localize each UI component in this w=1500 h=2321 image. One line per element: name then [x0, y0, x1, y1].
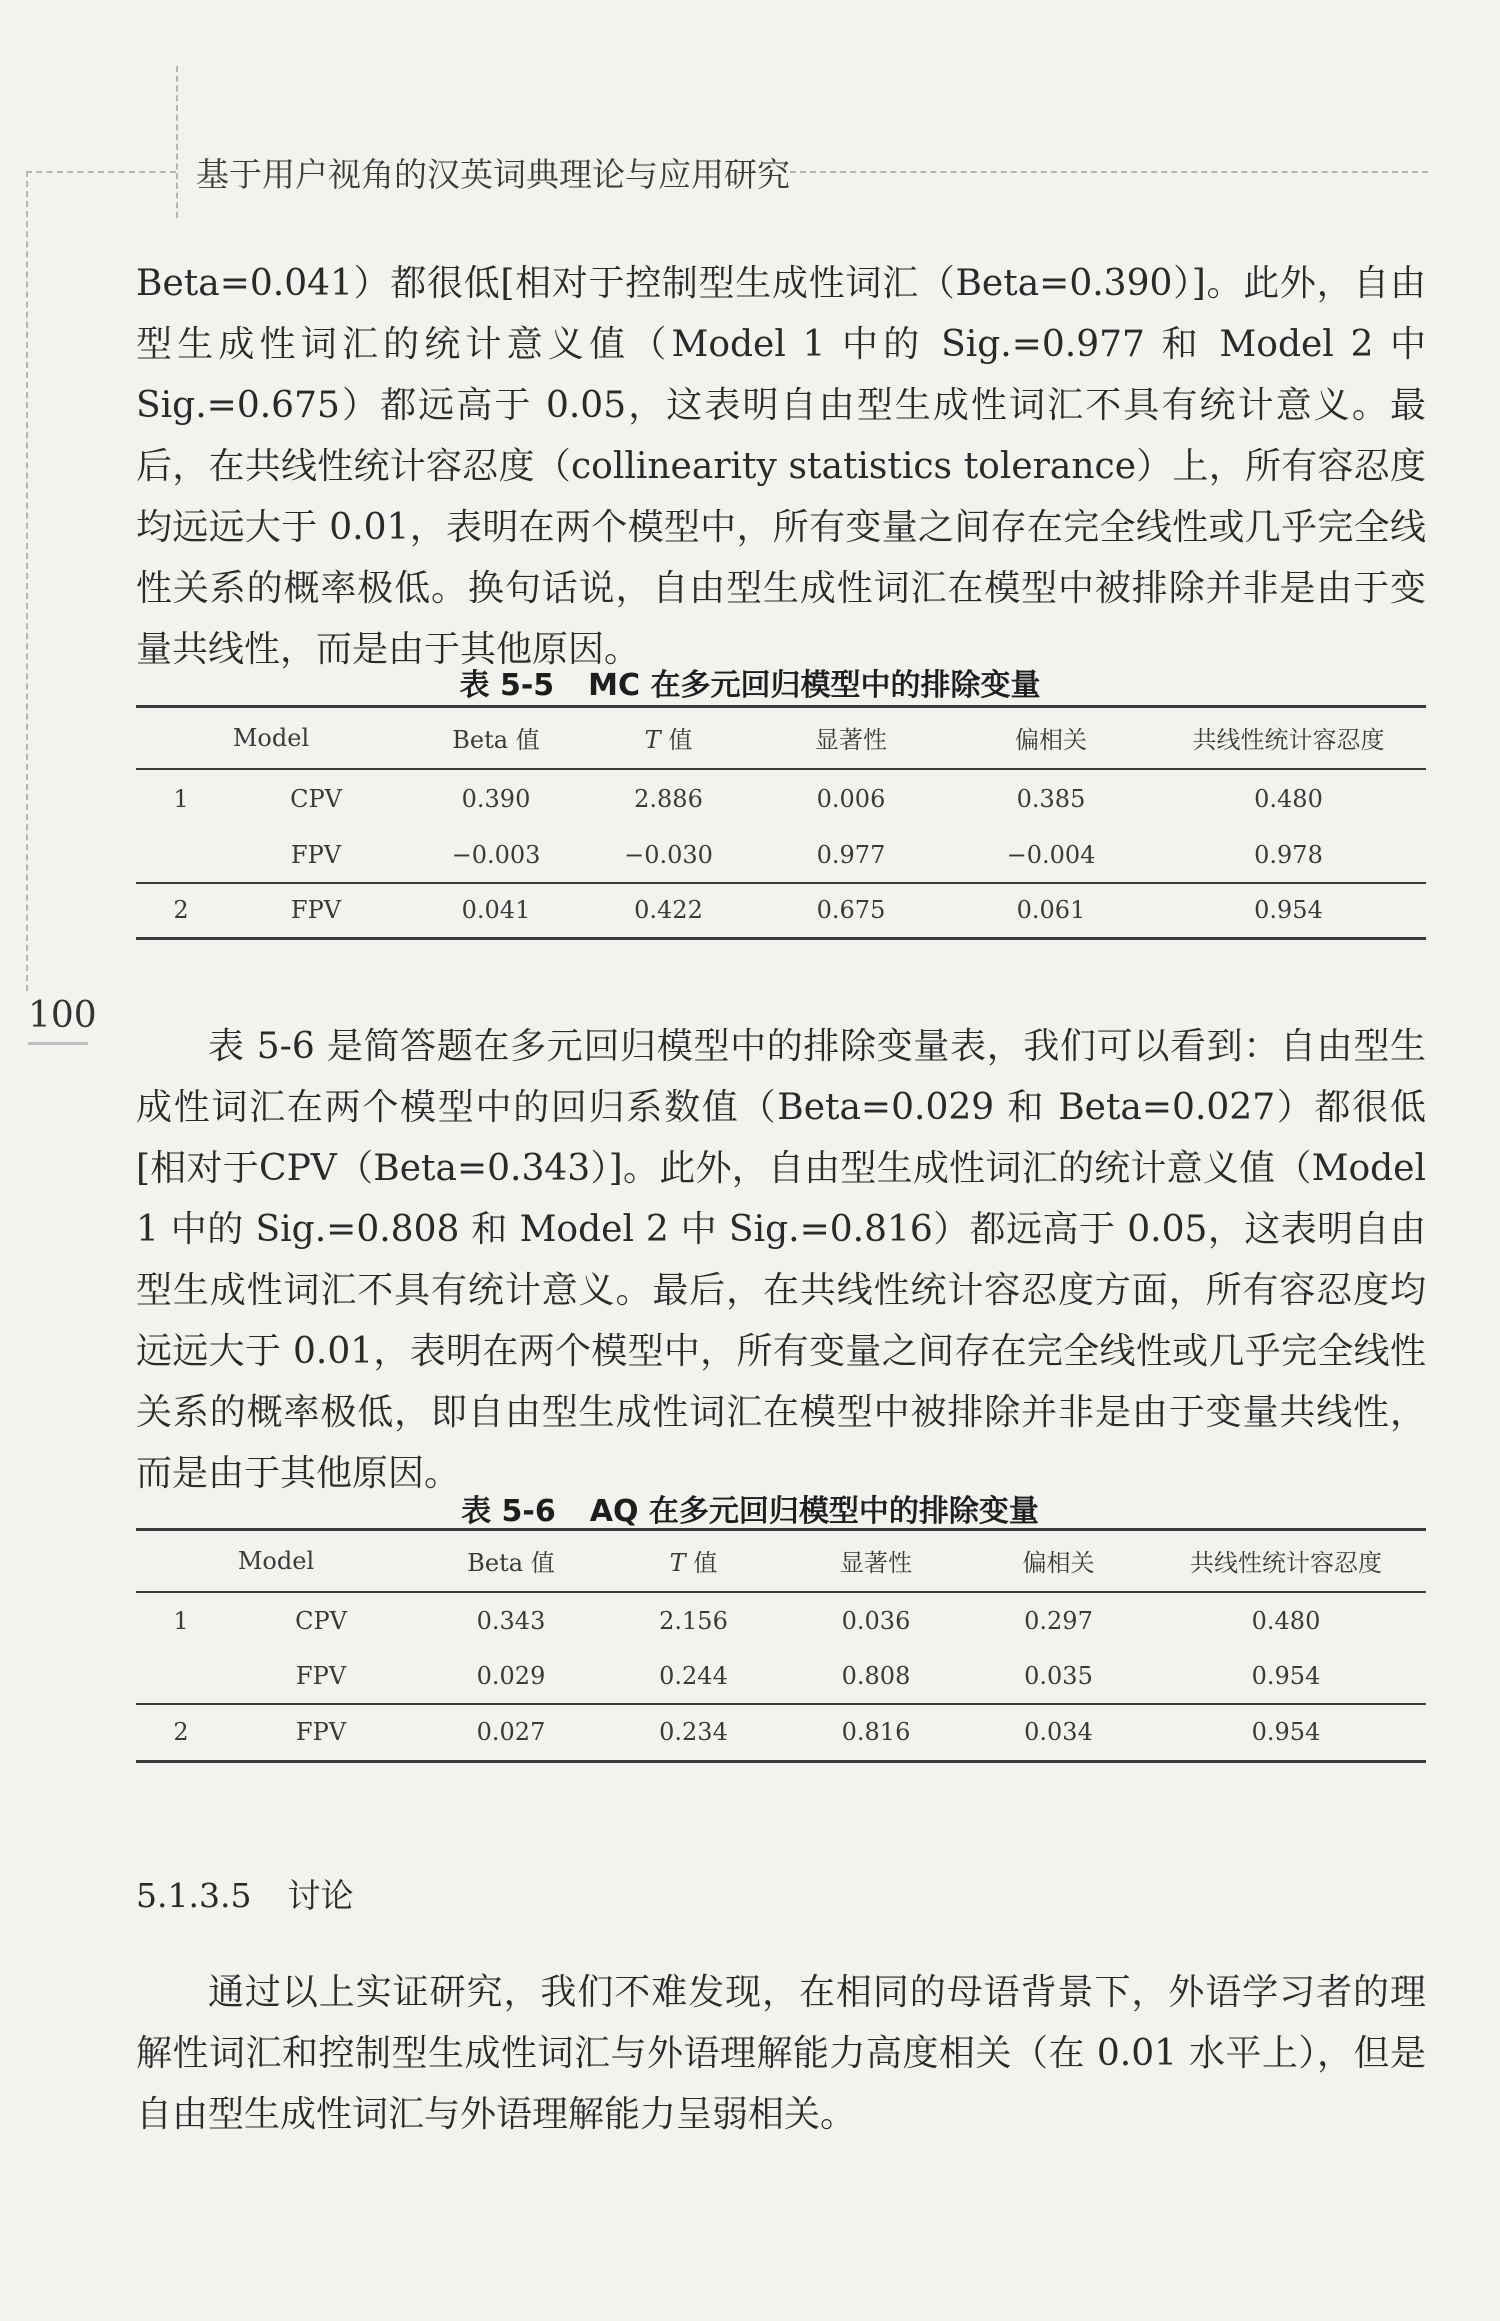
cell-model	[136, 1650, 226, 1704]
section-title: 讨论	[287, 1876, 354, 1915]
table-5-6-header-row	[136, 1530, 1426, 1592]
paragraph-1: Beta=0.041）都很低[相对于控制型生成性词汇（Beta=0.390）]。此外，自由型生成性词汇的统计意义值（Model 1 中的 Sig.=0.977 和 Model 2 中 Sig.=0.675）都远高于 0.05，这表明自由型生成性词汇不具有统计意义。最后，在共线性统计容忍度（collinearity statistics tolerance）上，所有容忍度均远远大于 0.01，表明在两个模型中，所有变量之间存在完全线性或几乎完全线性关系的概率极低。换句话说，自由型生成性词汇在模型中被排除并非是由于变量共线性，而是由于其他原因。	[136, 263, 1426, 670]
cell-model: 2	[173, 1718, 189, 1747]
table-row	[136, 883, 1426, 939]
cell-beta: 0.343	[476, 1607, 546, 1635]
cell-t: 2.886	[634, 785, 703, 813]
col-partial: 偏相关	[1015, 726, 1087, 755]
col-t-letter: T	[644, 726, 661, 755]
cell-model: 1	[173, 785, 189, 813]
col-tolerance: 共线性统计容忍度	[1192, 726, 1385, 755]
cell-t: 0.244	[659, 1662, 728, 1690]
table-row	[136, 769, 1426, 829]
cell-partial: −0.004	[1006, 841, 1096, 869]
cell-t: 2.156	[659, 1607, 728, 1635]
cell-variable: FPV	[290, 896, 342, 925]
cell-partial: 0.061	[1016, 896, 1086, 925]
header-dashed-vertical	[176, 66, 178, 218]
col-beta: Beta 值	[467, 1549, 555, 1578]
col-model: Model	[232, 723, 310, 752]
col-model: Model	[237, 1546, 315, 1575]
cell-partial: 0.385	[1016, 785, 1086, 813]
cell-beta: −0.003	[451, 841, 541, 869]
header-dashed-right	[790, 171, 1428, 173]
cell-partial: 0.034	[1024, 1718, 1093, 1747]
table-row	[136, 1592, 1426, 1650]
cell-sig: 0.036	[841, 1607, 911, 1635]
cell-partial: 0.035	[1024, 1662, 1093, 1690]
cell-partial: 0.297	[1024, 1607, 1093, 1635]
header-dashed-left	[26, 171, 176, 173]
col-t-suffix: 值	[660, 726, 693, 755]
cell-t: 0.422	[634, 896, 703, 925]
table-row	[136, 1704, 1426, 1762]
cell-model	[136, 829, 226, 883]
cell-variable: FPV	[295, 1718, 347, 1747]
cell-model: 1	[173, 1607, 189, 1635]
paragraph-3: 通过以上实证研究，我们不难发现，在相同的母语背景下，外语学习者的理解性词汇和控制型生成性词汇与外语理解能力高度相关（在 0.01 水平上），但是自由型生成性词汇与外语理解能力呈弱相关。	[136, 1972, 1426, 2135]
margin-dashed-vertical	[26, 171, 28, 991]
col-t-suffix: 值	[685, 1549, 718, 1578]
table-5-5-header-row	[136, 707, 1426, 769]
cell-sig: 0.808	[841, 1662, 911, 1690]
section-heading	[136, 1870, 353, 1917]
table-5-6-title: AQ 在多元回归模型中的排除变量	[589, 1494, 1039, 1529]
col-partial: 偏相关	[1022, 1549, 1095, 1578]
cell-tolerance: 0.480	[1251, 1607, 1321, 1635]
col-t	[606, 1530, 781, 1592]
cell-sig: 0.977	[816, 841, 886, 869]
cell-variable: FPV	[295, 1662, 347, 1690]
cell-t: −0.030	[624, 841, 713, 869]
cell-beta: 0.027	[476, 1718, 546, 1747]
cell-model: 2	[173, 896, 189, 925]
cell-variable: CPV	[295, 1607, 347, 1635]
table-5-5-title: MC 在多元回归模型中的排除变量	[588, 668, 1041, 703]
cell-sig: 0.675	[816, 896, 886, 925]
cell-variable: CPV	[290, 785, 342, 813]
cell-beta: 0.390	[461, 785, 531, 813]
table-5-6-caption	[0, 1486, 1500, 1530]
cell-tolerance: 0.954	[1254, 896, 1323, 925]
cell-tolerance: 0.480	[1254, 785, 1323, 813]
running-head: 基于用户视角的汉英词典理论与应用研究	[196, 155, 790, 194]
cell-tolerance: 0.954	[1251, 1718, 1321, 1747]
table-5-6-number: 表 5-6	[461, 1494, 556, 1529]
cell-beta: 0.041	[461, 896, 531, 925]
page-number-underline	[28, 1042, 88, 1045]
table-5-6	[136, 1528, 1426, 1763]
cell-sig: 0.006	[816, 785, 886, 813]
col-sig: 显著性	[840, 1549, 912, 1578]
col-sig: 显著性	[815, 726, 887, 755]
paragraph-2: 表 5-6 是简答题在多元回归模型中的排除变量表，我们可以看到：自由型生成性词汇在两个模型中的回归系数值（Beta=0.029 和 Beta=0.027）都很低[相对于CPV（Beta=0.343）]。此外，自由型生成性词汇的统计意义值（Model 1 中的 Sig.=0.808 和 Model 2 中 Sig.=0.816）都远高于 0.05，这表明自由型生成性词汇不具有统计意义。最后，在共线性统计容忍度方面，所有容忍度均远远大于 0.01，表明在两个模型中，所有变量之间存在完全线性或几乎完全线性关系的概率极低，即自由型生成性词汇在模型中被排除并非是由于变量共线性，而是由于其他原因。	[136, 1026, 1426, 1494]
table-5-5-caption	[0, 660, 1500, 704]
cell-variable: FPV	[290, 841, 342, 869]
cell-sig: 0.816	[841, 1718, 911, 1747]
section-number: 5.1.3.5	[136, 1876, 252, 1915]
cell-t: 0.234	[659, 1718, 728, 1747]
table-row	[136, 829, 1426, 883]
cell-tolerance: 0.954	[1251, 1662, 1321, 1690]
col-t	[586, 707, 751, 769]
table-5-5	[136, 705, 1426, 940]
cell-beta: 0.029	[476, 1662, 546, 1690]
page-number: 100	[28, 995, 97, 1036]
cell-tolerance: 0.978	[1254, 841, 1323, 869]
col-t-letter: T	[669, 1549, 686, 1578]
col-beta: Beta 值	[452, 726, 540, 755]
table-row	[136, 1650, 1426, 1704]
table-5-5-number: 表 5-5	[459, 668, 555, 703]
col-tolerance: 共线性统计容忍度	[1190, 1549, 1382, 1578]
